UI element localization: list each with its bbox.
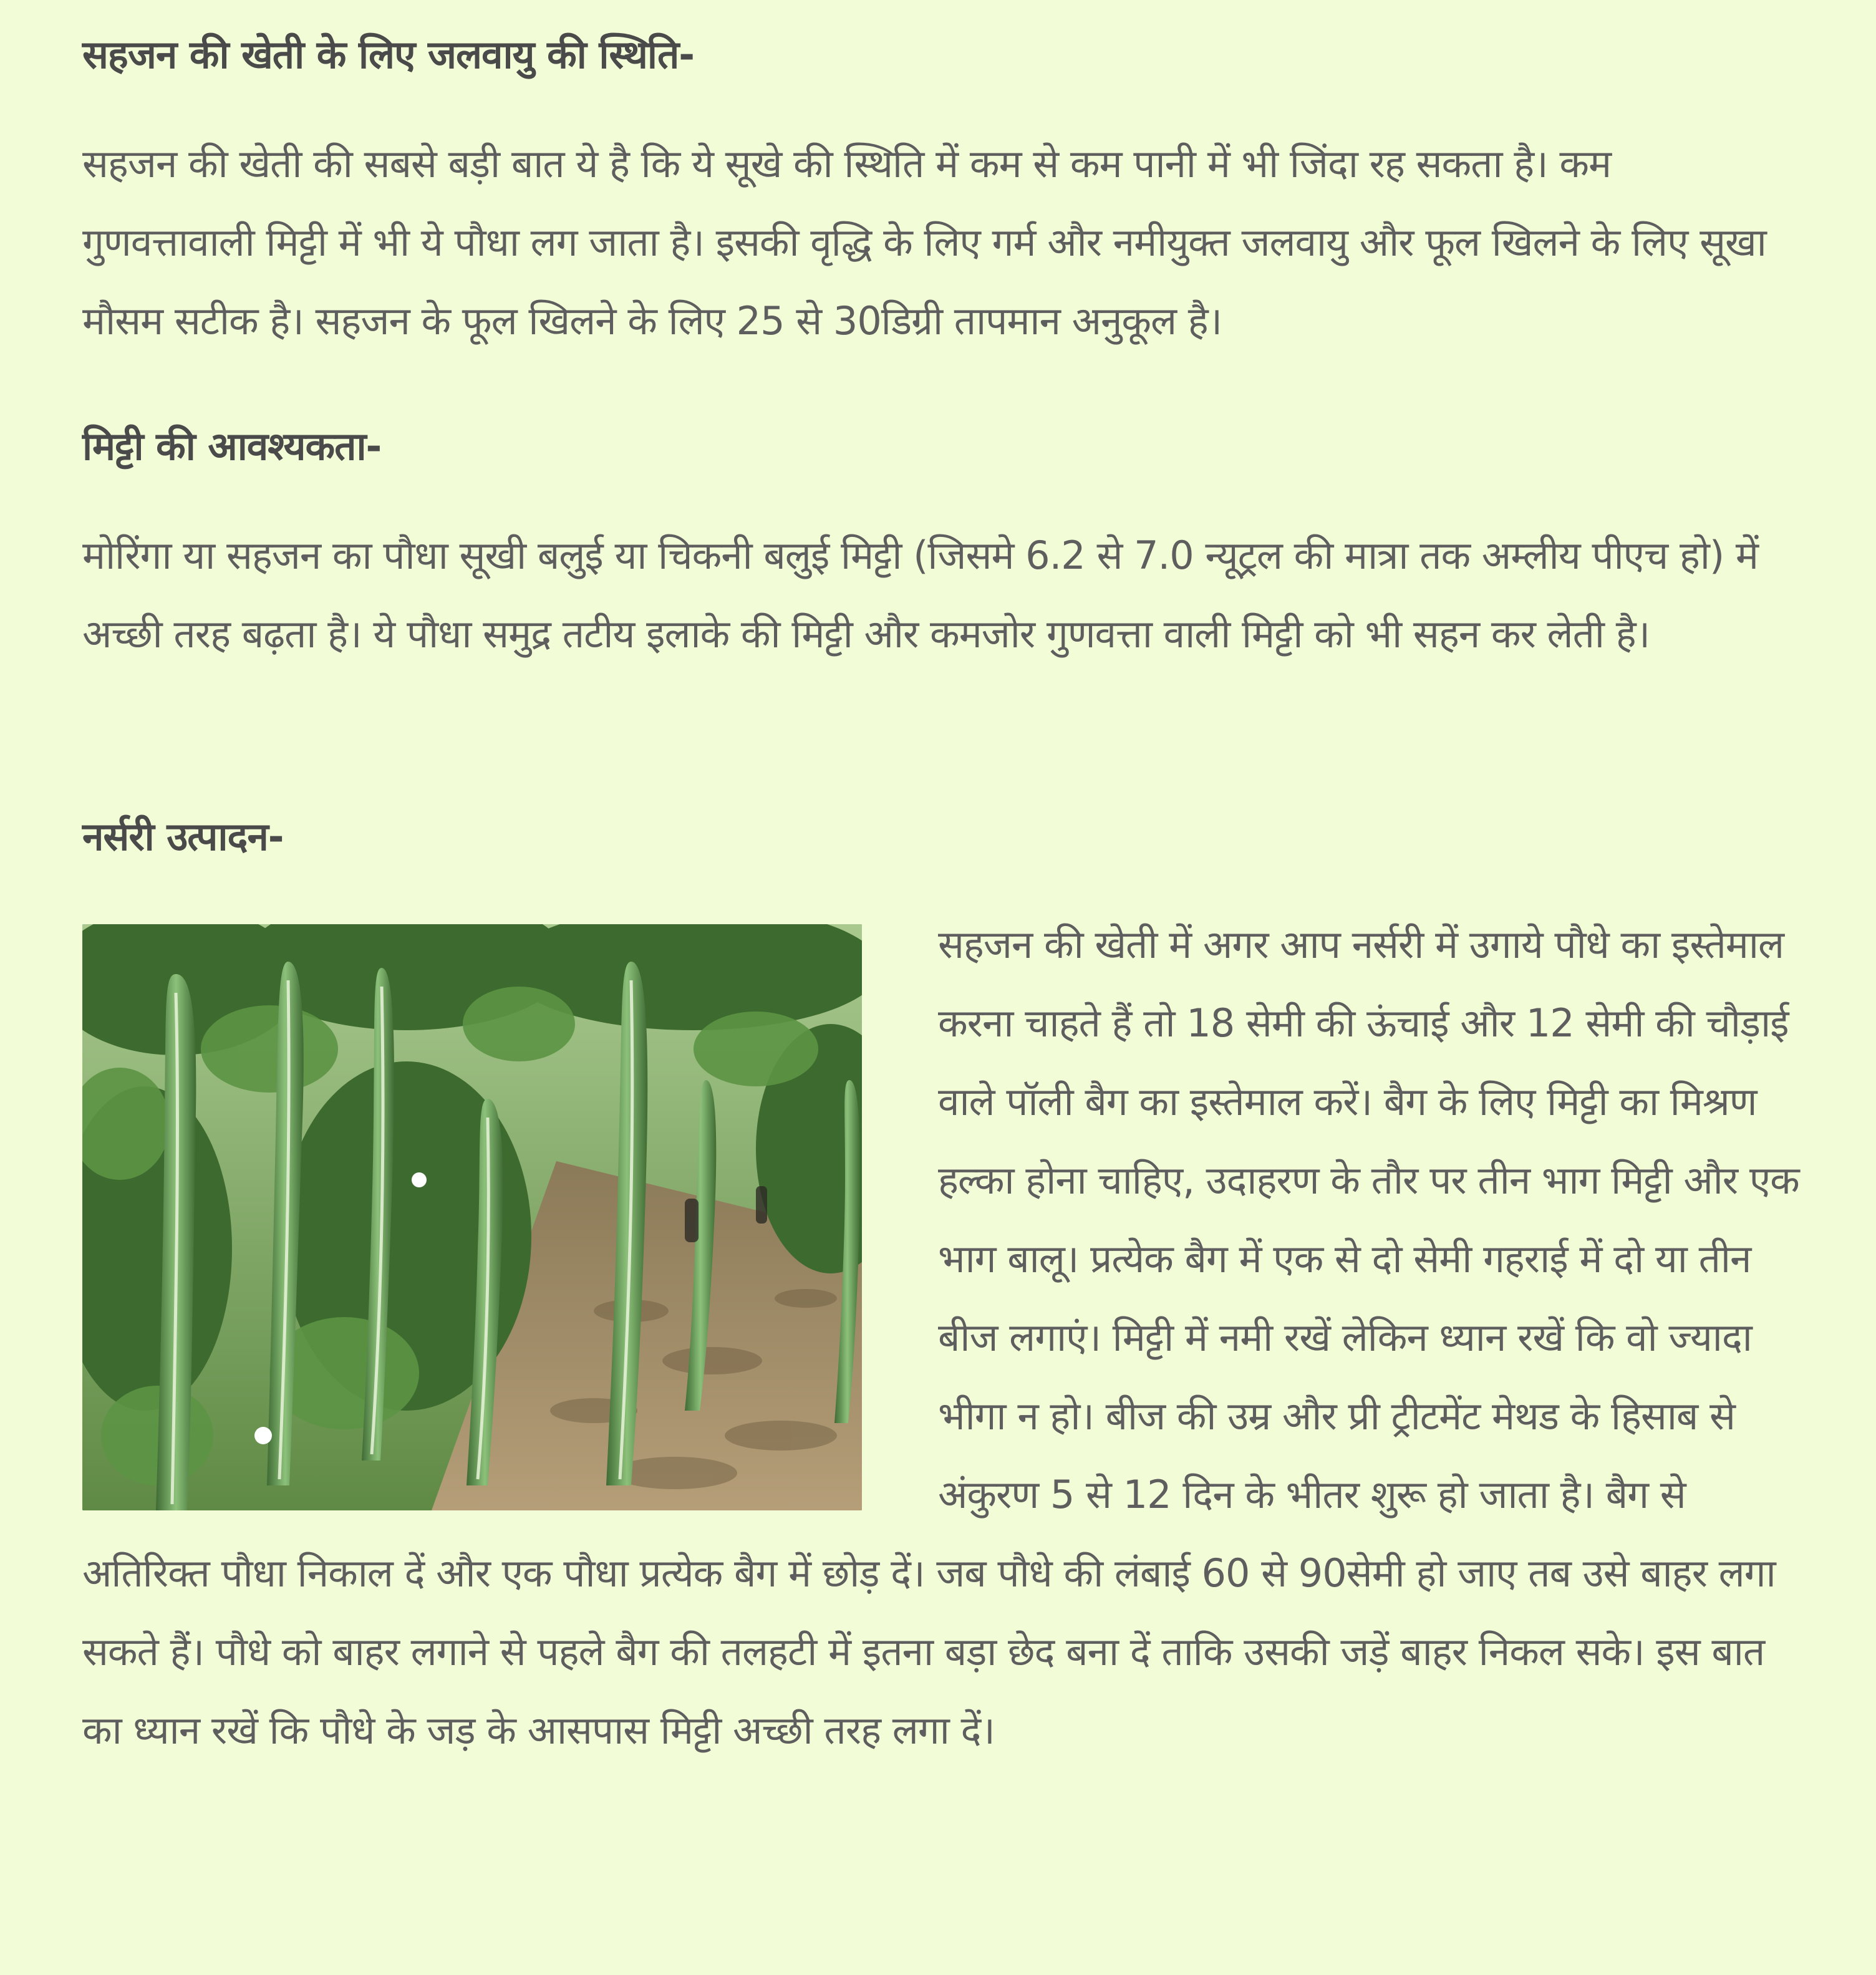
nursery-section	[82, 905, 1804, 1770]
climate-paragraph: सहजन की खेती की सबसे बड़ी बात ये है कि ये सूखे की स्थिति में कम से कम पानी में भी जिंदा रह सकता है। कम गुणवत्तावाली मिट्टी में भी ये पौधा लग जाता है। इसकी वृद्धि के लिए गर्म और नमीयुक्त जलवायु और फूल खिलने के लिए सूखा मौसम सटीक है। सहजन के फूल खिलने के लिए 25 से 30डिग्री तापमान अनुकूल है।	[82, 141, 1766, 344]
soil-heading: मिट्टी की आवश्यकता-	[82, 423, 382, 469]
crop-field-image	[82, 924, 862, 1510]
nursery-paragraph: सहजन की खेती में अगर आप नर्सरी में उगाये पौधे का इस्तेमाल करना चाहते हैं तो 18 सेमी की ऊंचाई और 12 सेमी की चौड़ाई वाले पॉली बैग का इस्तेमाल करें। बैग के लिए मिट्टी का मिश्रण हल्का होना चाहिए, उदाहरण के तौर पर तीन भाग मिट्टी और एक भाग बालू। प्रत्येक बैग में एक से दो सेमी गहराई में दो या तीन बीज लगाएं। मिट्टी में नमी रखें लेकिन ध्यान रखें कि वो ज्यादा भीगा न हो। बीज की उम्र और प्री ट्रीटमेंट मेथड के हिसाब से अंकुरण 5 से 12 दिन के भीतर शुरू हो जाता है। बैग से अतिरिक्त पौधा निकाल दें और एक पौधा प्रत्येक बैग में छोड़ दें। जब पौधे की लंबाई 60 से 90सेमी हो जाए तब उसे बाहर लगा सकते हैं। पौधे को बाहर लगाने से पहले बैग की तलहटी में इतना बड़ा छेद बना दें ताकि उसकी जड़ें बाहर निकल सके। इस बात का ध्यान रखें कि पौधे के जड़ के आसपास मिट्टी अच्छी तरह लगा दें।	[82, 922, 1799, 1753]
nursery-heading: नर्सरी उत्पादन-	[82, 814, 284, 859]
soil-paragraph: मोरिंगा या सहजन का पौधा सूखी बलुई या चिकनी बलुई मिट्टी (जिसमे 6.2 से 7.0 न्यूट्रल की मात्रा तक अम्लीय पीएच हो) में अच्छी तरह बढ़ता है। ये पौधा समुद्र तटीय इलाके की मिट्टी और कमजोर गुणवत्ता वाली मिट्टी को भी सहन कर लेती है।	[82, 533, 1758, 657]
climate-heading: सहजन की खेती के लिए जलवायु की स्थिति-	[82, 32, 695, 77]
gourd-vines-illustration	[82, 924, 862, 1510]
